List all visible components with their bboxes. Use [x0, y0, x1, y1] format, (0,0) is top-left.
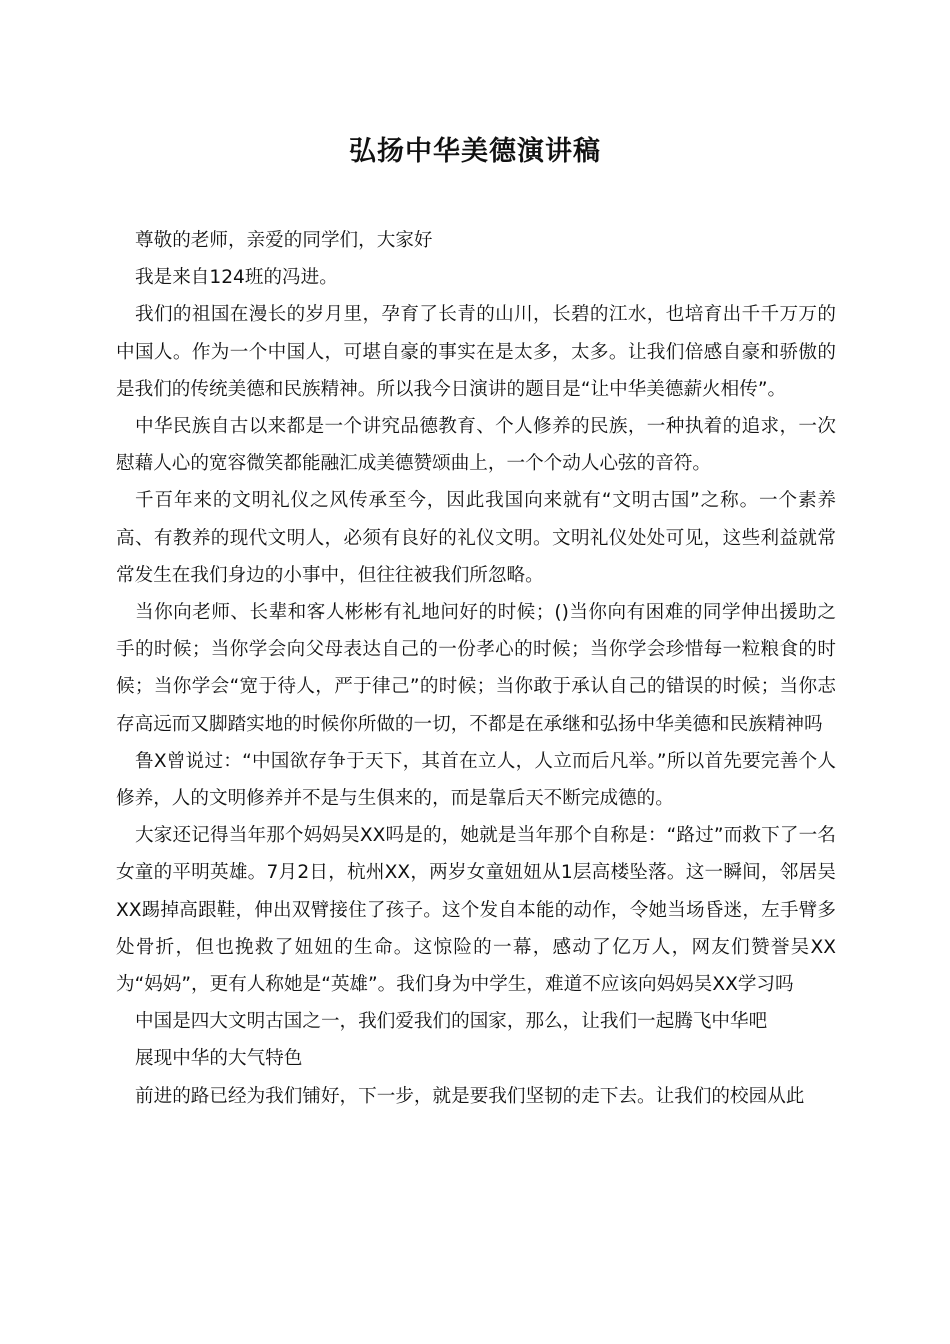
paragraph-introduction: 我是来自124班的冯进。: [135, 267, 338, 289]
paragraph-showcase: 展现中华的大气特色: [135, 1048, 303, 1070]
document-body: [116, 222, 836, 1115]
paragraph-when-you: 当你向老师、长辈和客人彬彬有礼地问好的时候；()当你向有困难的同学伸出援助之手的时候；当你学会向父母表达自己的一份孝心的时候；当你学会珍惜每一粒粮食的时候；当你学会“宽于待人，严于律己”的时候；当你敢于承认自己的错误的时候；当你志存高远而又脚踏实地的时候你所做的一切，不都是在承继和弘扬中华美德和民族精神吗: [116, 602, 836, 735]
document-title: 弘扬中华美德演讲稿: [349, 136, 601, 167]
paragraph-greeting: 尊敬的老师，亲爱的同学们，大家好: [135, 230, 433, 251]
paragraph-quote: 鲁X曾说过：“中国欲存争于天下，其首在立人，人立而后凡举。”所以首先要完善个人修养，人的文明修养并不是与生俱来的，而是靠后天不断完成德的。: [116, 750, 836, 810]
paragraph-road-ahead: 前进的路已经为我们铺好，下一步，就是要我们坚韧的走下去。让我们的校园从此: [135, 1085, 805, 1107]
paragraph-hero-story: 大家还记得当年那个妈妈吴XX吗是的，她就是当年那个自称是：“路过”而救下了一名女童的平明英雄。7月2日，杭州XX，两岁女童妞妞从1层高楼坠落。这一瞬间，邻居吴XX踢掉高跟鞋，伸出双臂接住了孩子。这个发自本能的动作，令她当场昏迷，左手臂多处骨折，但也挽救了妞妞的生命。这惊险的一幕，感动了亿万人，网友们赞誉吴XX为“妈妈”，更有人称她是“英雄”。我们身为中学生，难道不应该向妈妈吴XX学习吗: [116, 825, 836, 996]
paragraph-motherland: 我们的祖国在漫长的岁月里，孕育了长青的山川，长碧的江水，也培育出千千万万的中国人。作为一个中国人，可堪自豪的事实在是太多，太多。让我们倍感自豪和骄傲的是我们的传统美德和民族精神。所以我今日演讲的题目是“让中华美德薪火相传”。: [116, 304, 836, 400]
paragraph-virtue-tradition: 中华民族自古以来都是一个讲究品德教育、个人修养的民族，一种执着的追求，一次慰藉人心的宽容微笑都能融汇成美德赞颂曲上，一个个动人心弦的音符。: [116, 416, 836, 475]
paragraph-etiquette: 千百年来的文明礼仪之风传承至今，因此我国向来就有“文明古国”之称。一个素养高、有教养的现代文明人，必须有良好的礼仪文明。文明礼仪处处可见，这些利益就常常发生在我们身边的小事中，但往往被我们所忽略。: [116, 490, 836, 586]
paragraph-ancient-civilization: 中国是四大文明古国之一，我们爱我们的国家，那么，让我们一起腾飞中华吧: [135, 1011, 768, 1033]
